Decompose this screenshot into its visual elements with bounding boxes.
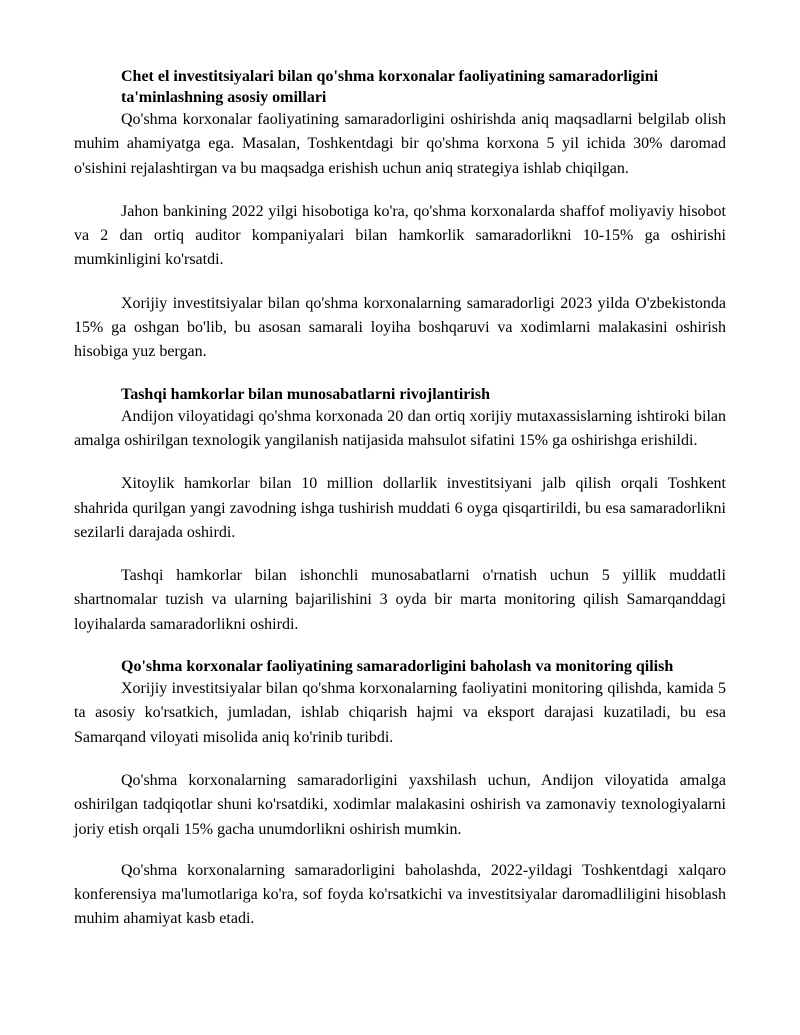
paragraph-spacer	[74, 545, 726, 564]
paragraph: Qo'shma korxonalarning samaradorligini yaxshilash uchun, Andijon viloyatida amalga oshirilgan tadqiqotlar shuni ko'rsatdiki, xodimlar malakasini oshirish va zamonaviy texnologiyalarni joriy etish orqali 15% gacha unumdorlikni oshirish mumkin.	[74, 771, 726, 838]
section-heading: Tashqi hamkorlar bilan munosabatlarni rivojlantirish	[121, 385, 490, 403]
paragraph: Xorijiy investitsiyalar bilan qo'shma korxonalarning samaradorligi 2023 yilda O'zbekistonda 15% ga oshgan bo'lib, bu asosan samarali loyiha boshqaruvi va xodimlarni malakasini oshirish hisobiga yuz bergan.	[74, 294, 726, 361]
paragraph: Andijon viloyatidagi qo'shma korxonada 20 dan ortiq xorijiy mutaxassislarning ishtiroki bilan amalga oshirilgan texnologik yangilanish natijasida mahsulot sifatini 15% ga oshirishga erishildi.	[74, 407, 726, 449]
paragraph-spacer	[74, 750, 726, 769]
paragraph-spacer	[74, 453, 726, 472]
paragraph-spacer	[74, 365, 726, 384]
section-heading: Chet el investitsiyalari bilan qo'shma korxonalar faoliyatining samaradorligini ta'minlashning asosiy omillari	[121, 68, 659, 106]
paragraph: Tashqi hamkorlar bilan ishonchli munosabatlarni o'rnatish uchun 5 yillik muddatli shartnomalar tuzish va ularning bajarilishini 3 oyda bir marta monitoring qilish Samarqanddagi loyihalarda samaradorlikni oshirdi.	[74, 567, 726, 633]
paragraph-spacer	[74, 273, 726, 292]
document-page	[74, 66, 726, 932]
paragraph-spacer	[74, 637, 726, 656]
paragraph: Qo'shma korxonalarning samaradorligini baholashda, 2022-yildagi Toshkentdagi xalqaro konferensiya ma'lumotlariga ko'ra, sof foyda ko'rsatkichi va investitsiyalar daromadliligini hisoblash muhim ahamiyat kasb etadi.	[74, 861, 726, 928]
paragraph: Xorijiy investitsiyalar bilan qo'shma korxonalarning faoliyatini monitoring qilishda, kamida 5 ta asosiy ko'rsatkich, jumladan, ishlab chiqarish hajmi va eksport darajasi kuzatiladi, bu esa Samarqand viloyati misolida aniq ko'rinib turibdi.	[74, 680, 726, 746]
paragraph: Qo'shma korxonalar faoliyatining samaradorligini oshirishda aniq maqsadlarni belgilab olish muhim ahamiyatga ega. Masalan, Toshkentdagi bir qo'shma korxona 5 yil ichida 30% daromad o'sishini rejalashtirgan va bu maqsadga erishish uchun aniq strategiya ishlab chiqilgan.	[74, 111, 726, 177]
paragraph-spacer	[74, 842, 726, 859]
paragraph: Xitoylik hamkorlar bilan 10 million dollarlik investitsiyani jalb qilish orqali Toshkent shahrida qurilgan yangi zavodning ishga tushirish muddati 6 oyga qisqartirildi, bu esa samaradorlikni sezilarli darajada oshirdi.	[74, 475, 726, 541]
paragraph-spacer	[74, 181, 726, 200]
paragraph: Jahon bankining 2022 yilgi hisobotiga ko'ra, qo'shma korxonalarda shaffof moliyaviy hisobot va 2 dan ortiq auditor kompaniyalari bilan hamkorlik samaradorlikni 10-15% ga oshirishi mumkinligini ko'rsatdi.	[74, 202, 726, 269]
section-heading: Qo'shma korxonalar faoliyatining samaradorligini baholash va monitoring qilish	[121, 658, 674, 676]
